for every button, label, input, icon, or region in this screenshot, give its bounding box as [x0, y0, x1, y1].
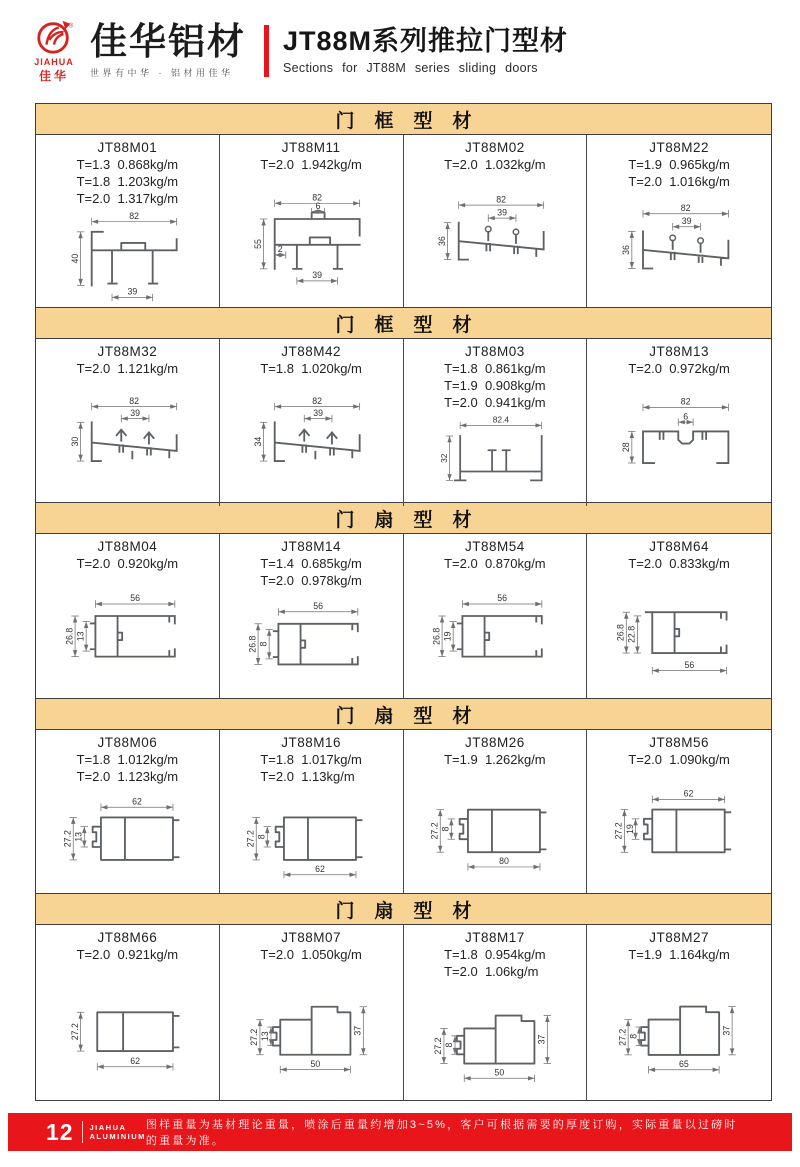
profile-cell-jt88m07	[220, 925, 404, 1100]
profile-cell-jt88m06	[36, 730, 220, 893]
profile-spec-line: T=1.8 1.012kg/m	[76, 752, 179, 767]
section-title: 门扇型材	[335, 705, 492, 727]
page-header	[26, 16, 774, 86]
svg-text:26.8: 26.8	[63, 627, 74, 645]
profile-specs	[260, 751, 362, 785]
svg-text:22.8: 22.8	[626, 625, 637, 643]
profile-drawing-area	[404, 173, 587, 307]
profile-spec-line: T=2.0 0.941kg/m	[444, 395, 546, 411]
profile-specs	[444, 751, 546, 768]
profile-drawing-area	[404, 768, 587, 893]
profile-spec-line: T=2.0 1.13kg/m	[260, 769, 355, 785]
profile-drawing	[40, 787, 215, 890]
profile-code: JT88M22	[649, 140, 710, 155]
profile-spec-line: T=1.9 1.262kg/m	[444, 752, 546, 767]
profile-code: JT88M66	[97, 930, 158, 945]
profile-drawing-area	[404, 980, 587, 1100]
profile-drawing	[407, 575, 582, 696]
svg-text:27.2: 27.2	[62, 830, 73, 848]
svg-text:26.8: 26.8	[247, 636, 258, 654]
svg-text:62: 62	[131, 796, 142, 807]
svg-text:82: 82	[128, 395, 139, 406]
profile-drawing	[223, 966, 398, 1097]
profile-spec-line: T=2.0 0.920kg/m	[76, 556, 179, 571]
profile-cell-jt88m16	[220, 730, 404, 893]
profile-drawing	[591, 771, 767, 891]
profile-cell-jt88m13	[587, 339, 771, 506]
profile-code: JT88M13	[649, 344, 710, 359]
profile-spec-line: T=1.8 1.020kg/m	[260, 361, 362, 376]
profile-spec-line: T=1.3 0.868kg/m	[76, 157, 179, 172]
page-title: JT88M系列推拉门型材	[283, 26, 569, 57]
svg-text:56: 56	[497, 592, 508, 603]
profile-spec-line: T=2.0 1.016kg/m	[628, 174, 730, 190]
svg-text:36: 36	[437, 236, 448, 246]
footer-separator	[82, 1121, 83, 1143]
svg-text:27.2: 27.2	[429, 822, 440, 840]
svg-text:65: 65	[678, 1058, 689, 1069]
profile-cell-jt88m02	[404, 135, 588, 307]
profile-code: JT88M03	[464, 344, 525, 359]
profile-specs	[628, 751, 730, 768]
svg-text:80: 80	[499, 855, 509, 866]
page-subtitle: Sections for JT88M series sliding doors	[283, 60, 538, 75]
profile-cell-jt88m42	[220, 339, 404, 506]
profile-specs	[444, 360, 546, 411]
svg-text:62: 62	[129, 1055, 140, 1066]
svg-text:40: 40	[69, 254, 80, 264]
profile-spec-line: T=2.0 0.833kg/m	[628, 556, 730, 571]
svg-text:39: 39	[127, 287, 137, 298]
svg-text:30: 30	[69, 436, 80, 447]
svg-text:82: 82	[680, 396, 691, 407]
profile-drawing	[591, 193, 767, 305]
svg-text:27.2: 27.2	[433, 1037, 444, 1055]
profile-spec-line: T=1.4 0.685kg/m	[260, 556, 362, 571]
profile-drawing-area	[587, 377, 771, 505]
svg-text:56: 56	[313, 601, 324, 612]
profile-code: JT88M32	[97, 344, 158, 359]
profile-specs	[628, 555, 730, 572]
profile-cell-jt88m27	[587, 925, 771, 1100]
profile-specs	[260, 946, 362, 963]
svg-text:82: 82	[496, 194, 507, 205]
profile-drawing-area	[36, 963, 219, 1100]
profile-specs	[444, 156, 546, 173]
profile-cell-jt88m03	[404, 339, 588, 506]
svg-text:2: 2	[278, 244, 284, 255]
profile-spec-line: T=2.0 1.050kg/m	[260, 947, 362, 962]
section-row	[36, 925, 771, 1100]
profile-drawing	[40, 209, 215, 305]
profile-spec-line: T=2.0 1.317kg/m	[76, 191, 179, 207]
profile-spec-line: T=2.0 1.06kg/m	[444, 964, 539, 980]
profile-spec-line: T=1.8 0.861kg/m	[444, 361, 546, 376]
section-1	[36, 307, 771, 502]
profile-spec-line: T=2.0 0.978kg/m	[260, 573, 362, 589]
profile-code: JT88M01	[97, 140, 158, 155]
svg-text:34: 34	[253, 436, 264, 447]
title-block	[283, 27, 568, 75]
footer-brand-line1: JIAHUA	[89, 1122, 127, 1132]
company-name: 佳华铝材	[90, 21, 246, 63]
svg-text:39: 39	[312, 269, 323, 280]
profile-cell-jt88m01	[36, 135, 220, 307]
profile-code: JT88M04	[97, 539, 158, 554]
profile-spec-line: T=1.8 1.203kg/m	[76, 174, 179, 190]
svg-text:27.2: 27.2	[613, 822, 624, 840]
profile-specs	[77, 555, 179, 572]
profile-drawing	[407, 771, 582, 891]
svg-text:36: 36	[620, 244, 631, 255]
section-row	[36, 534, 771, 698]
profile-code: JT88M07	[281, 930, 342, 945]
profile-drawing-area	[587, 190, 771, 307]
profile-specs	[628, 156, 730, 190]
svg-text:82: 82	[680, 202, 691, 213]
profile-spec-line: T=2.0 1.032kg/m	[444, 157, 546, 172]
svg-text:62: 62	[315, 864, 326, 875]
profile-drawing-area	[36, 572, 219, 698]
svg-text:50: 50	[494, 1067, 505, 1078]
svg-text:13: 13	[75, 631, 86, 641]
profile-drawing-area	[220, 785, 403, 893]
profile-spec-line: T=2.0 1.942kg/m	[260, 157, 362, 172]
profile-specs	[77, 751, 179, 785]
profile-code: JT88M56	[649, 735, 710, 750]
profile-specs	[260, 156, 362, 173]
logo-brand-cn: 佳华	[38, 69, 69, 83]
svg-text:27.2: 27.2	[617, 1028, 628, 1046]
profile-drawing-area	[404, 572, 587, 698]
profile-drawing	[223, 591, 398, 695]
svg-text:82.4: 82.4	[492, 415, 510, 426]
svg-text:8: 8	[258, 642, 269, 648]
svg-text:8: 8	[440, 826, 451, 832]
section-0	[36, 104, 771, 307]
profile-drawing-area	[36, 207, 219, 307]
section-title: 门框型材	[335, 110, 492, 132]
profile-drawing-area	[36, 785, 219, 893]
profile-spec-line: T=2.0 0.921kg/m	[76, 947, 179, 962]
profile-drawing-area	[220, 963, 403, 1100]
page-number: 12	[46, 1118, 74, 1145]
profile-specs	[77, 946, 179, 963]
profile-specs	[77, 360, 179, 377]
profile-spec-line: T=2.0 1.090kg/m	[628, 752, 730, 767]
company-slogan: 世界有中华 · 铝材用佳华	[90, 67, 234, 78]
section-header	[36, 104, 771, 135]
profile-code: JT88M17	[464, 930, 525, 945]
section-header	[36, 502, 771, 534]
profile-spec-line: T=2.0 0.870kg/m	[444, 556, 546, 571]
footer-brand-line2: ALUMINIUM	[89, 1132, 146, 1141]
profile-drawing	[223, 380, 398, 503]
profile-spec-line: T=2.0 1.121kg/m	[76, 361, 179, 376]
svg-text:6: 6	[683, 411, 689, 422]
svg-text:8: 8	[256, 834, 267, 840]
svg-text:37: 37	[536, 1034, 547, 1045]
svg-text:32: 32	[439, 453, 450, 464]
svg-text:39: 39	[497, 207, 508, 218]
profile-code: JT88M27	[649, 930, 710, 945]
svg-text:50: 50	[310, 1058, 321, 1069]
section-title: 门扇型材	[335, 509, 492, 531]
svg-text:26.8: 26.8	[615, 623, 626, 641]
profile-drawing-area	[36, 377, 219, 505]
profile-spec-line: T=1.9 0.908kg/m	[444, 378, 546, 394]
section-header	[36, 698, 771, 730]
profile-specs	[444, 946, 546, 980]
profile-drawing-area	[404, 411, 587, 505]
svg-text:55: 55	[253, 238, 264, 249]
profile-code: JT88M54	[464, 539, 525, 554]
profile-cell-jt88m11	[220, 135, 404, 307]
header-divider	[264, 25, 269, 77]
profile-cell-jt88m17	[404, 925, 588, 1100]
logo-brand-en: JIAHUA	[34, 57, 74, 67]
jiahua-logo-icon	[35, 18, 73, 56]
profile-spec-line: T=2.0 1.123kg/m	[76, 769, 179, 785]
profile-drawing	[407, 983, 582, 1098]
profile-drawing	[591, 966, 767, 1097]
profile-specs	[444, 555, 546, 572]
svg-text:39: 39	[313, 407, 324, 418]
profile-drawing-area	[587, 768, 771, 893]
svg-text:13: 13	[260, 1031, 271, 1042]
profile-drawing	[591, 380, 767, 503]
svg-text:27.2: 27.2	[69, 1023, 80, 1041]
company-block	[90, 23, 246, 79]
profile-cell-jt88m22	[587, 135, 771, 307]
section-row	[36, 730, 771, 893]
profile-drawing	[40, 966, 215, 1097]
section-title: 门框型材	[335, 314, 492, 336]
svg-text:13: 13	[73, 832, 84, 843]
section-2	[36, 502, 771, 698]
profile-drawing	[40, 380, 215, 503]
svg-text:19: 19	[624, 823, 635, 834]
svg-text:26.8: 26.8	[431, 627, 442, 645]
profile-drawing	[591, 575, 767, 696]
section-header	[36, 893, 771, 925]
profile-cell-jt88m14	[220, 534, 404, 698]
svg-text:37: 37	[721, 1025, 732, 1036]
profile-spec-line: T=2.0 0.972kg/m	[628, 361, 730, 376]
profile-cell-jt88m54	[404, 534, 588, 698]
svg-text:8: 8	[444, 1042, 455, 1048]
profile-drawing-area	[587, 572, 771, 698]
svg-text:82: 82	[312, 395, 323, 406]
section-row	[36, 339, 771, 502]
profile-cell-jt88m66	[36, 925, 220, 1100]
section-row	[36, 135, 771, 307]
profile-cell-jt88m32	[36, 339, 220, 506]
profile-code: JT88M16	[281, 735, 342, 750]
svg-text:56: 56	[684, 659, 695, 670]
profile-cell-jt88m56	[587, 730, 771, 893]
profile-drawing	[407, 413, 582, 503]
profile-specs	[260, 555, 362, 589]
svg-text:®: ®	[68, 22, 73, 30]
profile-spec-line: T=1.8 1.017kg/m	[260, 752, 362, 767]
svg-text:62: 62	[683, 788, 694, 799]
section-4	[36, 893, 771, 1100]
profile-drawing	[223, 176, 398, 304]
profile-cell-jt88m26	[404, 730, 588, 893]
profile-cell-jt88m04	[36, 534, 220, 698]
svg-text:8: 8	[628, 1033, 639, 1039]
section-header	[36, 307, 771, 339]
profile-drawing	[223, 787, 398, 890]
profile-specs	[628, 946, 730, 963]
section-3	[36, 698, 771, 893]
profile-code: JT88M02	[464, 140, 525, 155]
profile-drawing-area	[220, 173, 403, 307]
svg-text:27.2: 27.2	[245, 830, 256, 848]
profile-drawing-area	[587, 963, 771, 1100]
footer-bar	[8, 1113, 792, 1151]
svg-text:27.2: 27.2	[249, 1028, 260, 1046]
svg-text:37: 37	[352, 1025, 363, 1036]
svg-text:82: 82	[312, 192, 323, 203]
footer-brand	[89, 1123, 145, 1142]
profile-code: JT88M06	[97, 735, 158, 750]
profile-drawing-area	[220, 589, 403, 698]
profile-specs	[628, 360, 730, 377]
profile-specs	[260, 360, 362, 377]
profile-spec-line: T=1.8 0.954kg/m	[444, 947, 546, 962]
svg-text:6: 6	[316, 200, 321, 211]
svg-text:56: 56	[129, 592, 140, 603]
profile-spec-line: T=1.9 0.965kg/m	[628, 157, 730, 172]
footer-note: 图样重量为基材理论重量，喷涂后重量约增加3~5%，客户可根据需要的厚度订购，实际重量以过磅时的重量为准。	[145, 1119, 738, 1147]
profile-code: JT88M11	[281, 140, 341, 155]
svg-text:39: 39	[681, 215, 692, 226]
svg-text:19: 19	[442, 631, 453, 641]
profile-code: JT88M26	[464, 735, 525, 750]
profile-drawing	[407, 176, 582, 304]
profile-code: JT88M14	[281, 539, 342, 554]
profile-specs	[77, 156, 179, 207]
profile-code: JT88M42	[281, 344, 342, 359]
svg-text:28: 28	[620, 442, 631, 452]
profile-drawing	[40, 575, 215, 696]
section-title: 门扇型材	[335, 900, 492, 922]
profile-cell-jt88m64	[587, 534, 771, 698]
profile-drawing-area	[220, 377, 403, 505]
svg-text:39: 39	[129, 407, 140, 418]
svg-text:82: 82	[128, 211, 139, 222]
jiahua-logo	[26, 18, 82, 84]
profile-table	[35, 103, 772, 1101]
profile-spec-line: T=1.9 1.164kg/m	[628, 947, 730, 962]
profile-code: JT88M64	[649, 539, 710, 554]
